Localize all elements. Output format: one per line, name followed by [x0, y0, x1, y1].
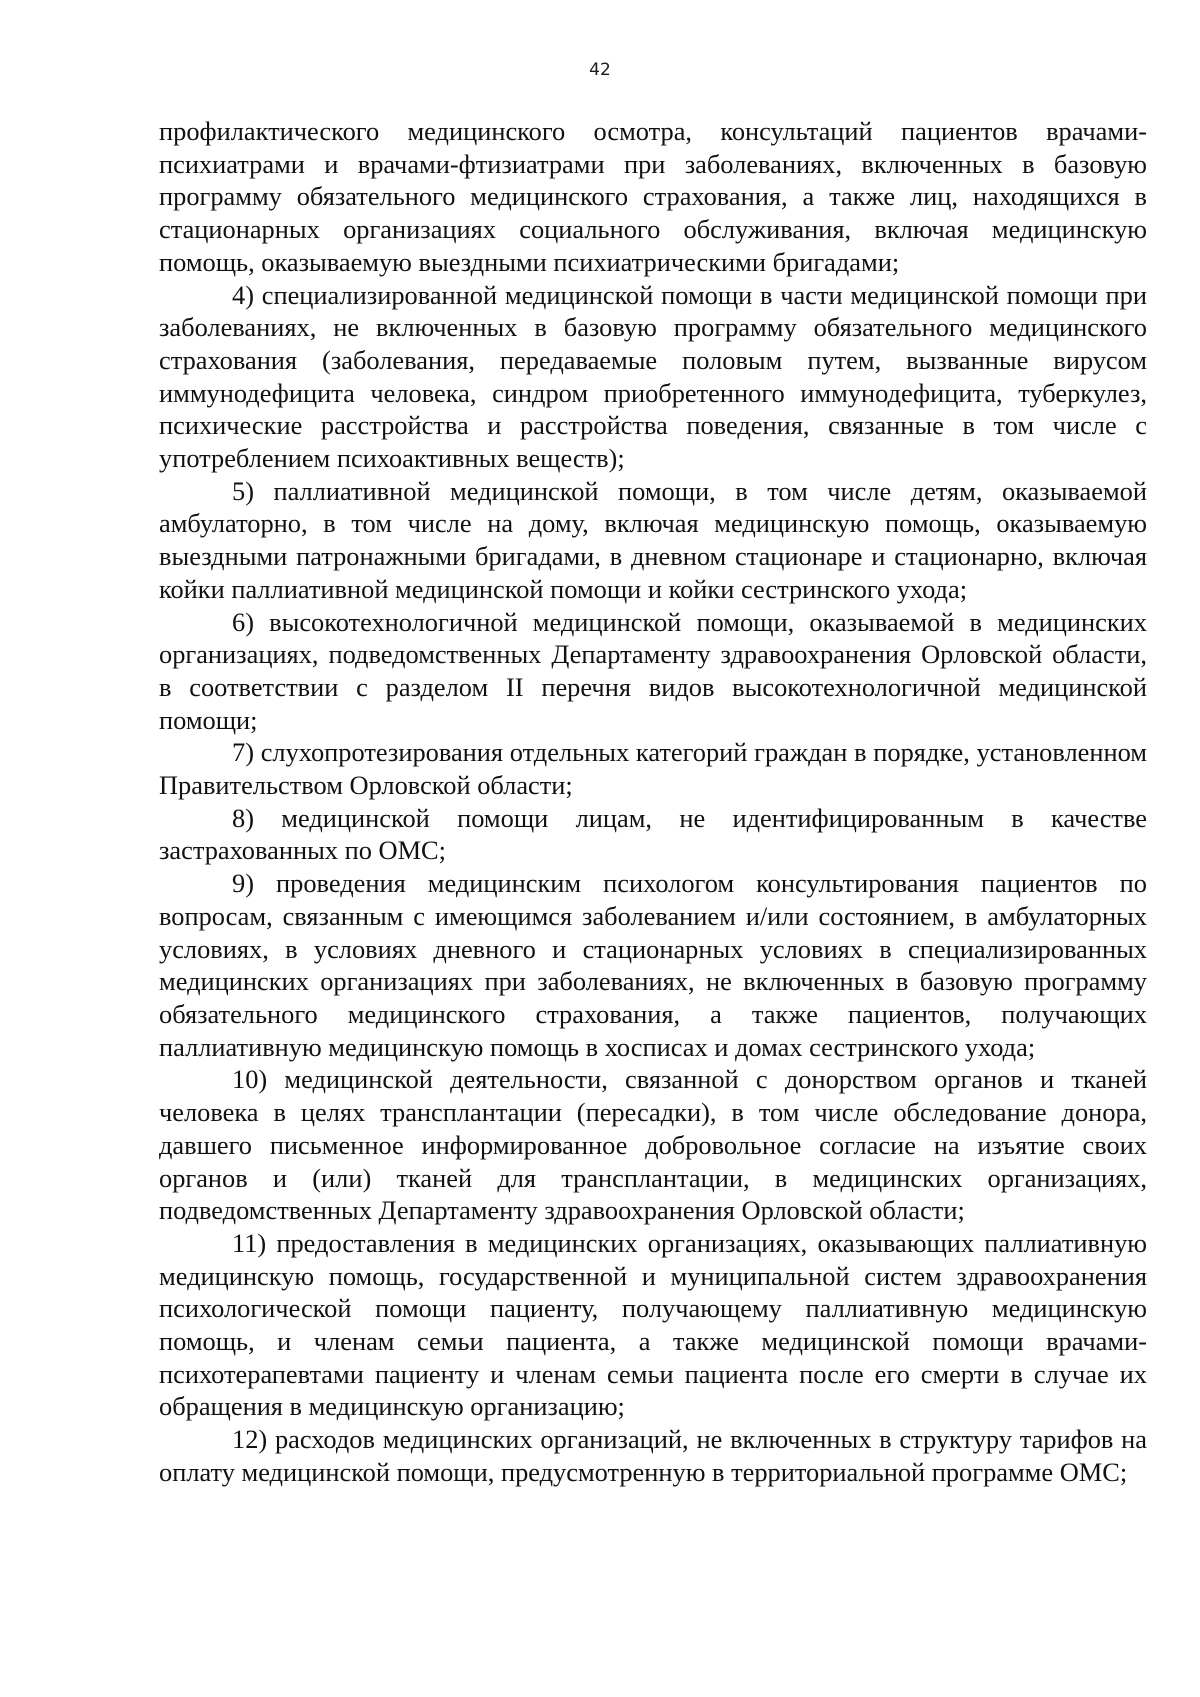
paragraph-item-8: 8) медицинской помощи лицам, не идентифицированным в качестве застрахованных по ОМС;	[159, 802, 1147, 866]
document-body	[159, 115, 1147, 1489]
paragraph-continuation: профилактического медицинского осмотра, консультаций пациентов врачами-психиатрами и врачами-фтизиатрами при заболеваниях, включенных в базовую программу обязательного медицинского страхования, а также лиц, находящихся в стационарных организациях социального обслуживания, включая медицинскую помощь, оказываемую выездными психиатрическими бригадами;	[159, 116, 1147, 277]
paragraph-item-10: 10) медицинской деятельности, связанной с донорством органов и тканей человека в целях трансплантации (пересадки), в том числе обследование донора, давшего письменное информированное добровольное согласие на изъятие своих органов и (или) тканей для трансплантации, в медицинских организациях, подведомственных Департаменту здравоохранения Орловской области;	[159, 1064, 1147, 1226]
paragraph-item-9: 9) проведения медицинским психологом консультирования пациентов по вопросам, связанным с имеющимся заболеванием и/или состоянием, в амбулаторных условиях, в условиях дневного и стационарных условиях в специализированных медицинских организациях при заболеваниях, не включенных в базовую программу обязательного медицинского страхования, а также пациентов, получающих паллиативную медицинскую помощь в хосписах и домах сестринского ухода;	[159, 868, 1147, 1062]
paragraph-item-5: 5) паллиативной медицинской помощи, в том числе детям, оказываемой амбулаторно, в том числе на дому, включая медицинскую помощь, оказываемую выездными патронажными бригадами, в дневном стационаре и стационарно, включая койки паллиативной медицинской помощи и койки сестринского ухода;	[159, 475, 1147, 604]
paragraph-item-4: 4) специализированной медицинской помощи в части медицинской помощи при заболеваниях, не включенных в базовую программу обязательного медицинского страхования (заболевания, передаваемые половым путем, вызванные вирусом иммунодефицита человека, синдром приобретенного иммунодефицита, туберкулез, психические расстройства и расстройства поведения, связанные в том числе с употреблением психоактивных веществ);	[159, 279, 1147, 474]
paragraph-item-11: 11) предоставления в медицинских организациях, оказывающих паллиативную медицинскую помощь, государственной и муниципальной систем здравоохранения психологической помощи пациенту, получающему паллиативную медицинскую помощь, и членам семьи пациента, а также медицинской помощи врачами-психотерапевтами пациенту и членам семьи пациента после его смерти в случае их обращения в медицинскую организацию;	[159, 1227, 1147, 1422]
paragraph-item-7: 7) слухопротезирования отдельных категорий граждан в порядке, установленном Правительством Орловской области;	[159, 737, 1147, 801]
paragraph-item-12: 12) расходов медицинских организаций, не включенных в структуру тарифов на оплату медицинской помощи, предусмотренную в территориальной программе ОМС;	[159, 1424, 1147, 1487]
paragraph-item-6: 6) высокотехнологичной медицинской помощи, оказываемой в медицинских организациях, подведомственных Департаменту здравоохранения Орловской области, в соответствии с разделом II перечня видов высокотехнологичной медицинской помощи;	[159, 606, 1147, 735]
page-number: 42	[589, 60, 611, 80]
